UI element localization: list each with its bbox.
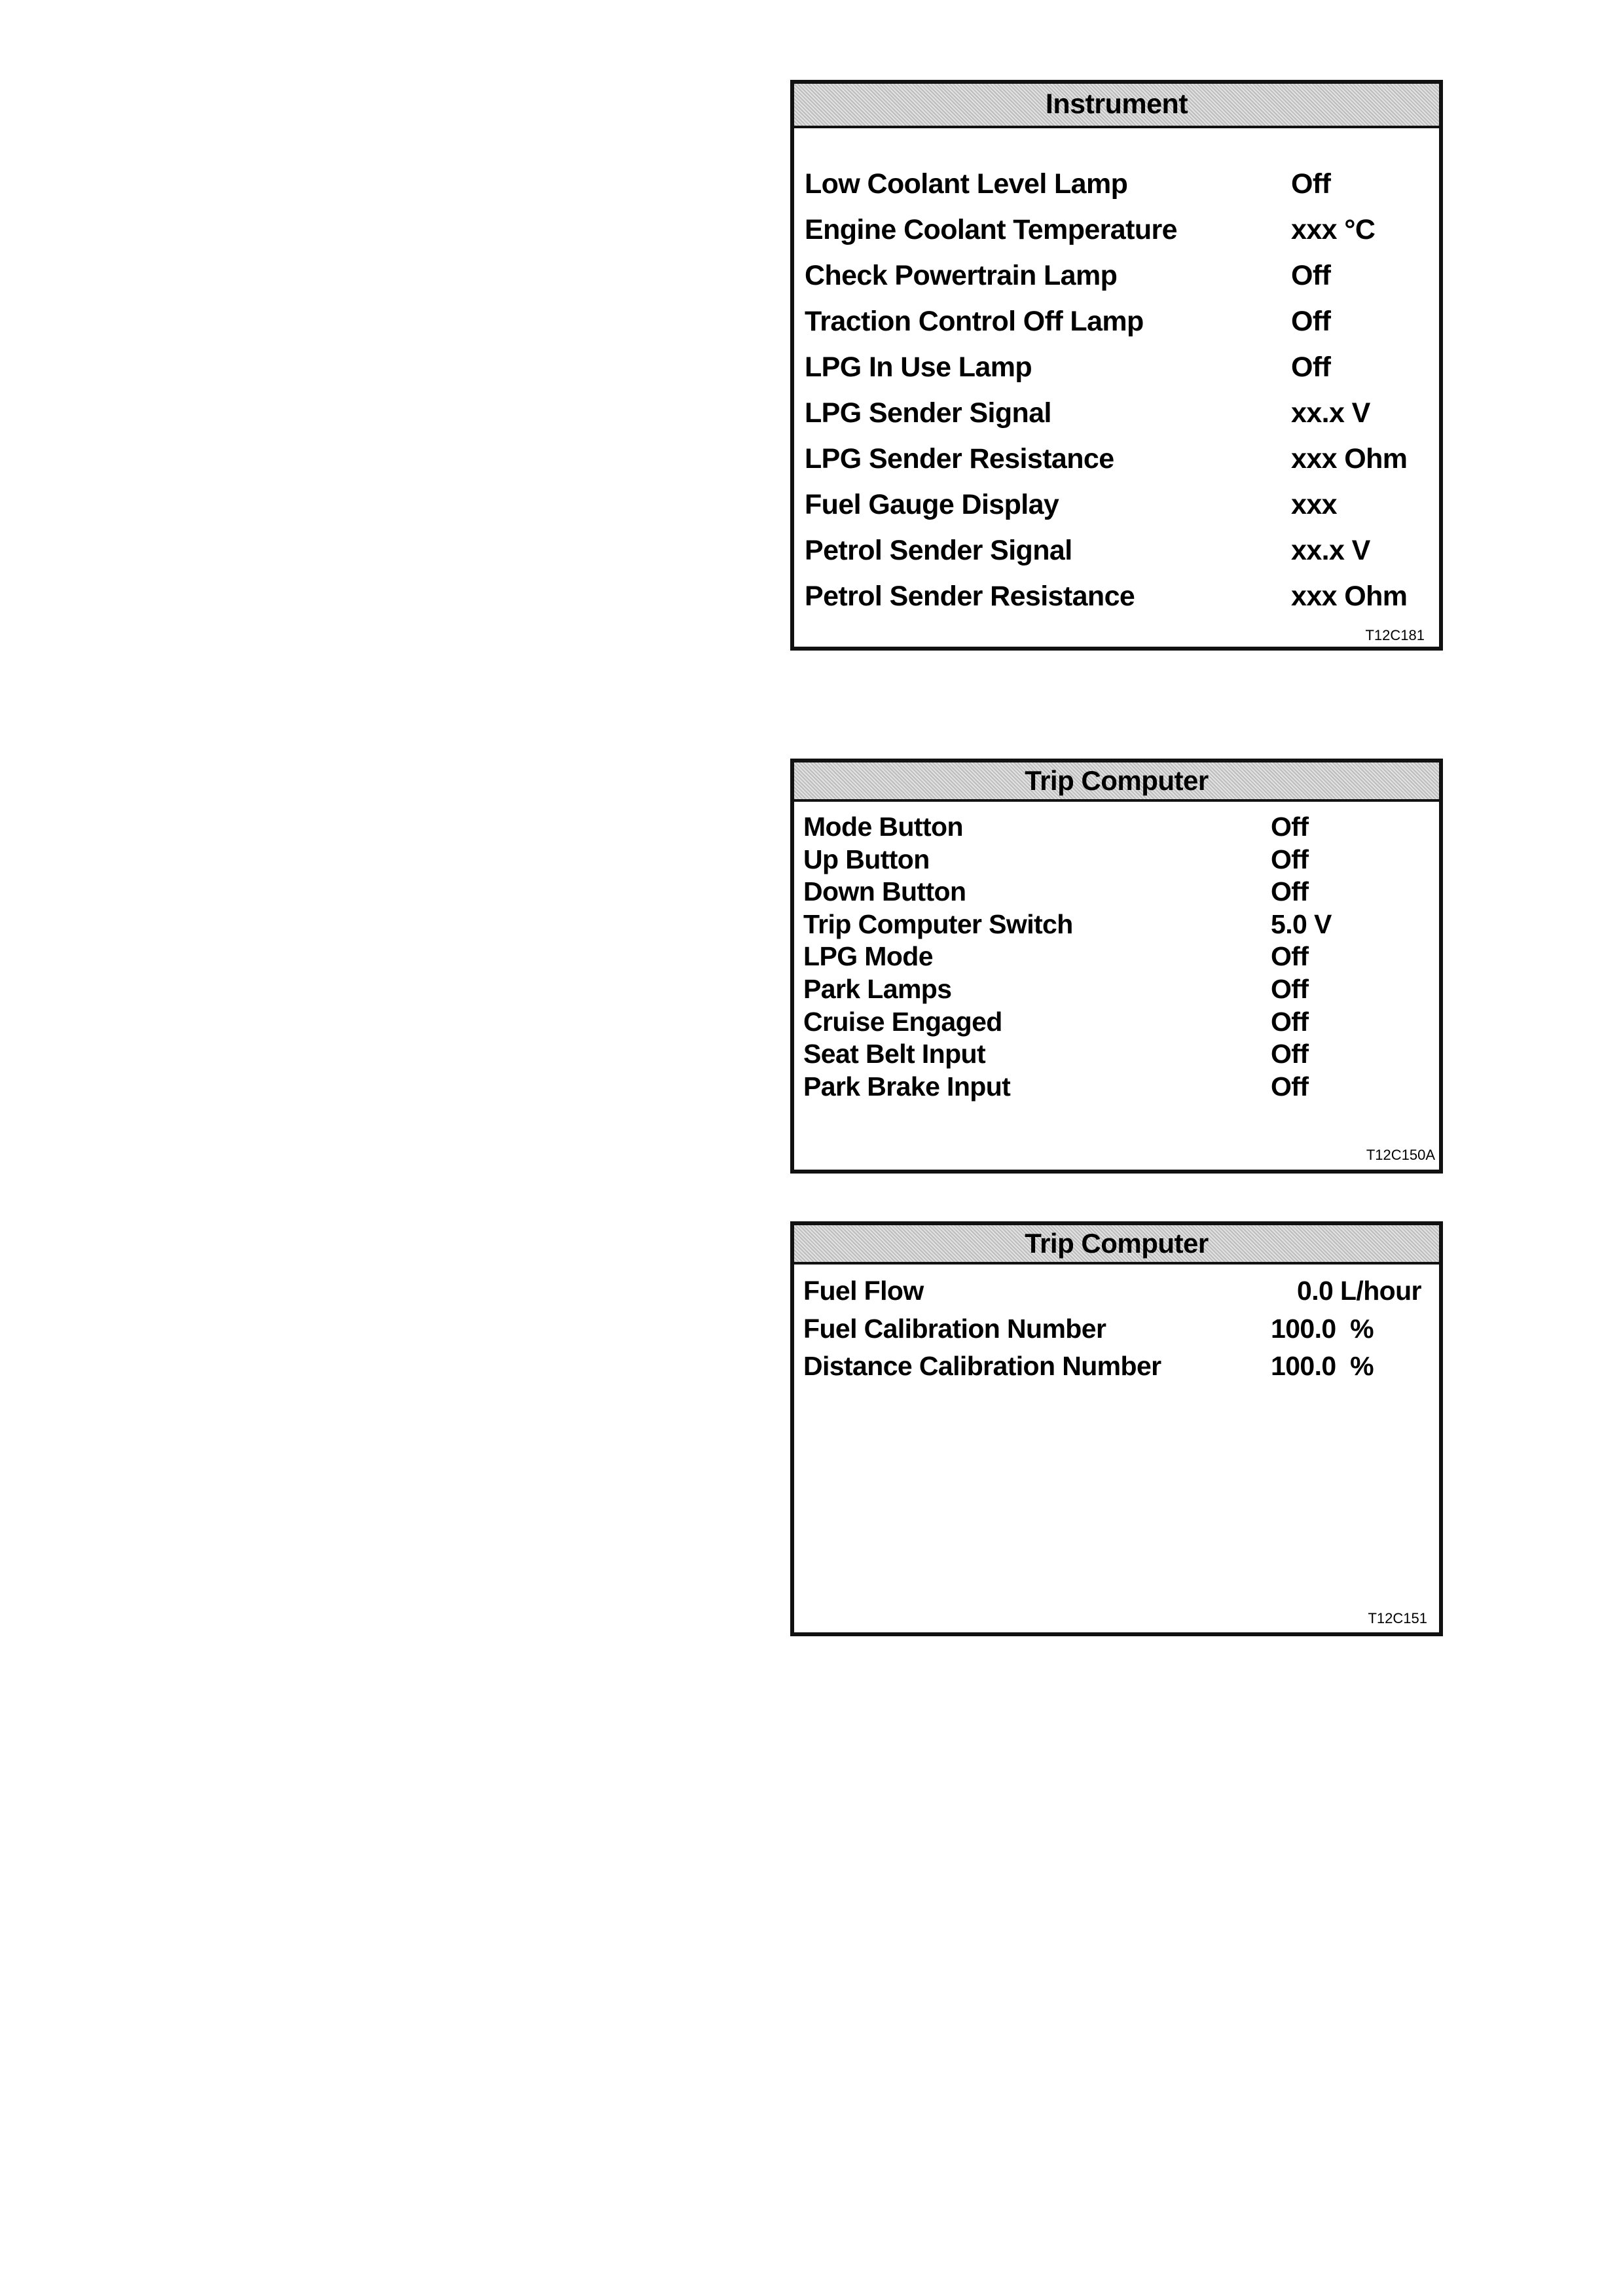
param-value: Off xyxy=(1291,260,1331,291)
param-value: 5.0 V xyxy=(1271,908,1332,939)
figure-code: T12C181 xyxy=(1365,627,1425,643)
param-label: Seat Belt Input xyxy=(803,1039,986,1069)
list-item xyxy=(794,1313,1439,1351)
parameter-list xyxy=(794,128,1439,626)
param-label: Fuel Flow xyxy=(803,1276,924,1306)
list-item xyxy=(794,213,1439,259)
trip-computer-calibration-panel xyxy=(790,1221,1443,1636)
param-label: Fuel Calibration Number xyxy=(803,1313,1106,1344)
param-value: Off xyxy=(1271,1071,1309,1102)
param-label: Up Button xyxy=(803,844,930,874)
list-item xyxy=(794,488,1439,534)
param-label: Park Brake Input xyxy=(803,1071,1011,1102)
param-value: Off xyxy=(1271,973,1309,1004)
list-item xyxy=(794,1038,1439,1071)
param-value: xxx Ohm xyxy=(1291,581,1408,612)
panel-title: Trip Computer xyxy=(794,1225,1439,1265)
param-value: 100.0 % xyxy=(1271,1351,1374,1381)
param-label: LPG Sender Signal xyxy=(805,397,1051,429)
param-value: Off xyxy=(1271,812,1309,842)
param-value: 0.0 L/hour xyxy=(1297,1276,1421,1306)
list-item xyxy=(794,1006,1439,1039)
list-item xyxy=(794,844,1439,876)
parameter-list xyxy=(794,1265,1439,1388)
param-value: Off xyxy=(1291,306,1331,337)
param-value: Off xyxy=(1271,844,1309,874)
param-label: Fuel Gauge Display xyxy=(805,489,1059,520)
param-label: Traction Control Off Lamp xyxy=(805,306,1144,337)
param-value: Off xyxy=(1291,168,1331,200)
list-item xyxy=(794,973,1439,1006)
figure-code: T12C150A xyxy=(1366,1147,1435,1163)
param-label: LPG Mode xyxy=(803,941,933,972)
param-label: Distance Calibration Number xyxy=(803,1351,1161,1381)
param-value: Off xyxy=(1291,351,1331,383)
list-item xyxy=(794,351,1439,397)
param-label: LPG In Use Lamp xyxy=(805,351,1032,383)
list-item xyxy=(794,442,1439,488)
param-label: Check Powertrain Lamp xyxy=(805,260,1118,291)
list-item xyxy=(794,1275,1439,1313)
param-label: Park Lamps xyxy=(803,973,952,1004)
list-item xyxy=(794,1071,1439,1103)
list-item xyxy=(794,534,1439,580)
param-value: xxx xyxy=(1291,489,1337,520)
param-value: Off xyxy=(1271,941,1309,972)
param-value: xx.x V xyxy=(1291,397,1370,429)
list-item xyxy=(794,259,1439,305)
list-item xyxy=(794,305,1439,351)
list-item xyxy=(794,1350,1439,1388)
list-item xyxy=(794,580,1439,626)
param-label: Petrol Sender Signal xyxy=(805,535,1072,566)
param-label: Petrol Sender Resistance xyxy=(805,581,1135,612)
trip-computer-panel xyxy=(790,759,1443,1174)
list-item xyxy=(794,397,1439,442)
param-value: Off xyxy=(1271,1006,1309,1037)
param-value: xxx °C xyxy=(1291,214,1376,245)
param-value: xx.x V xyxy=(1291,535,1370,566)
param-label: Mode Button xyxy=(803,812,963,842)
param-label: Trip Computer Switch xyxy=(803,908,1073,939)
param-value: Off xyxy=(1271,876,1309,907)
param-label: Low Coolant Level Lamp xyxy=(805,168,1128,200)
list-item xyxy=(794,908,1439,941)
param-label: LPG Sender Resistance xyxy=(805,443,1114,475)
param-label: Cruise Engaged xyxy=(803,1006,1002,1037)
list-item xyxy=(794,876,1439,908)
list-item xyxy=(794,941,1439,973)
figure-code: T12C151 xyxy=(1368,1610,1427,1626)
list-item xyxy=(794,168,1439,213)
parameter-list xyxy=(794,802,1439,1103)
panel-title: Trip Computer xyxy=(794,762,1439,802)
param-value: Off xyxy=(1271,1039,1309,1069)
param-label: Engine Coolant Temperature xyxy=(805,214,1177,245)
panel-title: Instrument xyxy=(794,84,1439,128)
param-value: 100.0 % xyxy=(1271,1313,1374,1344)
instrument-panel xyxy=(790,80,1443,651)
list-item xyxy=(794,811,1439,844)
param-value: xxx Ohm xyxy=(1291,443,1408,475)
param-label: Down Button xyxy=(803,876,966,907)
